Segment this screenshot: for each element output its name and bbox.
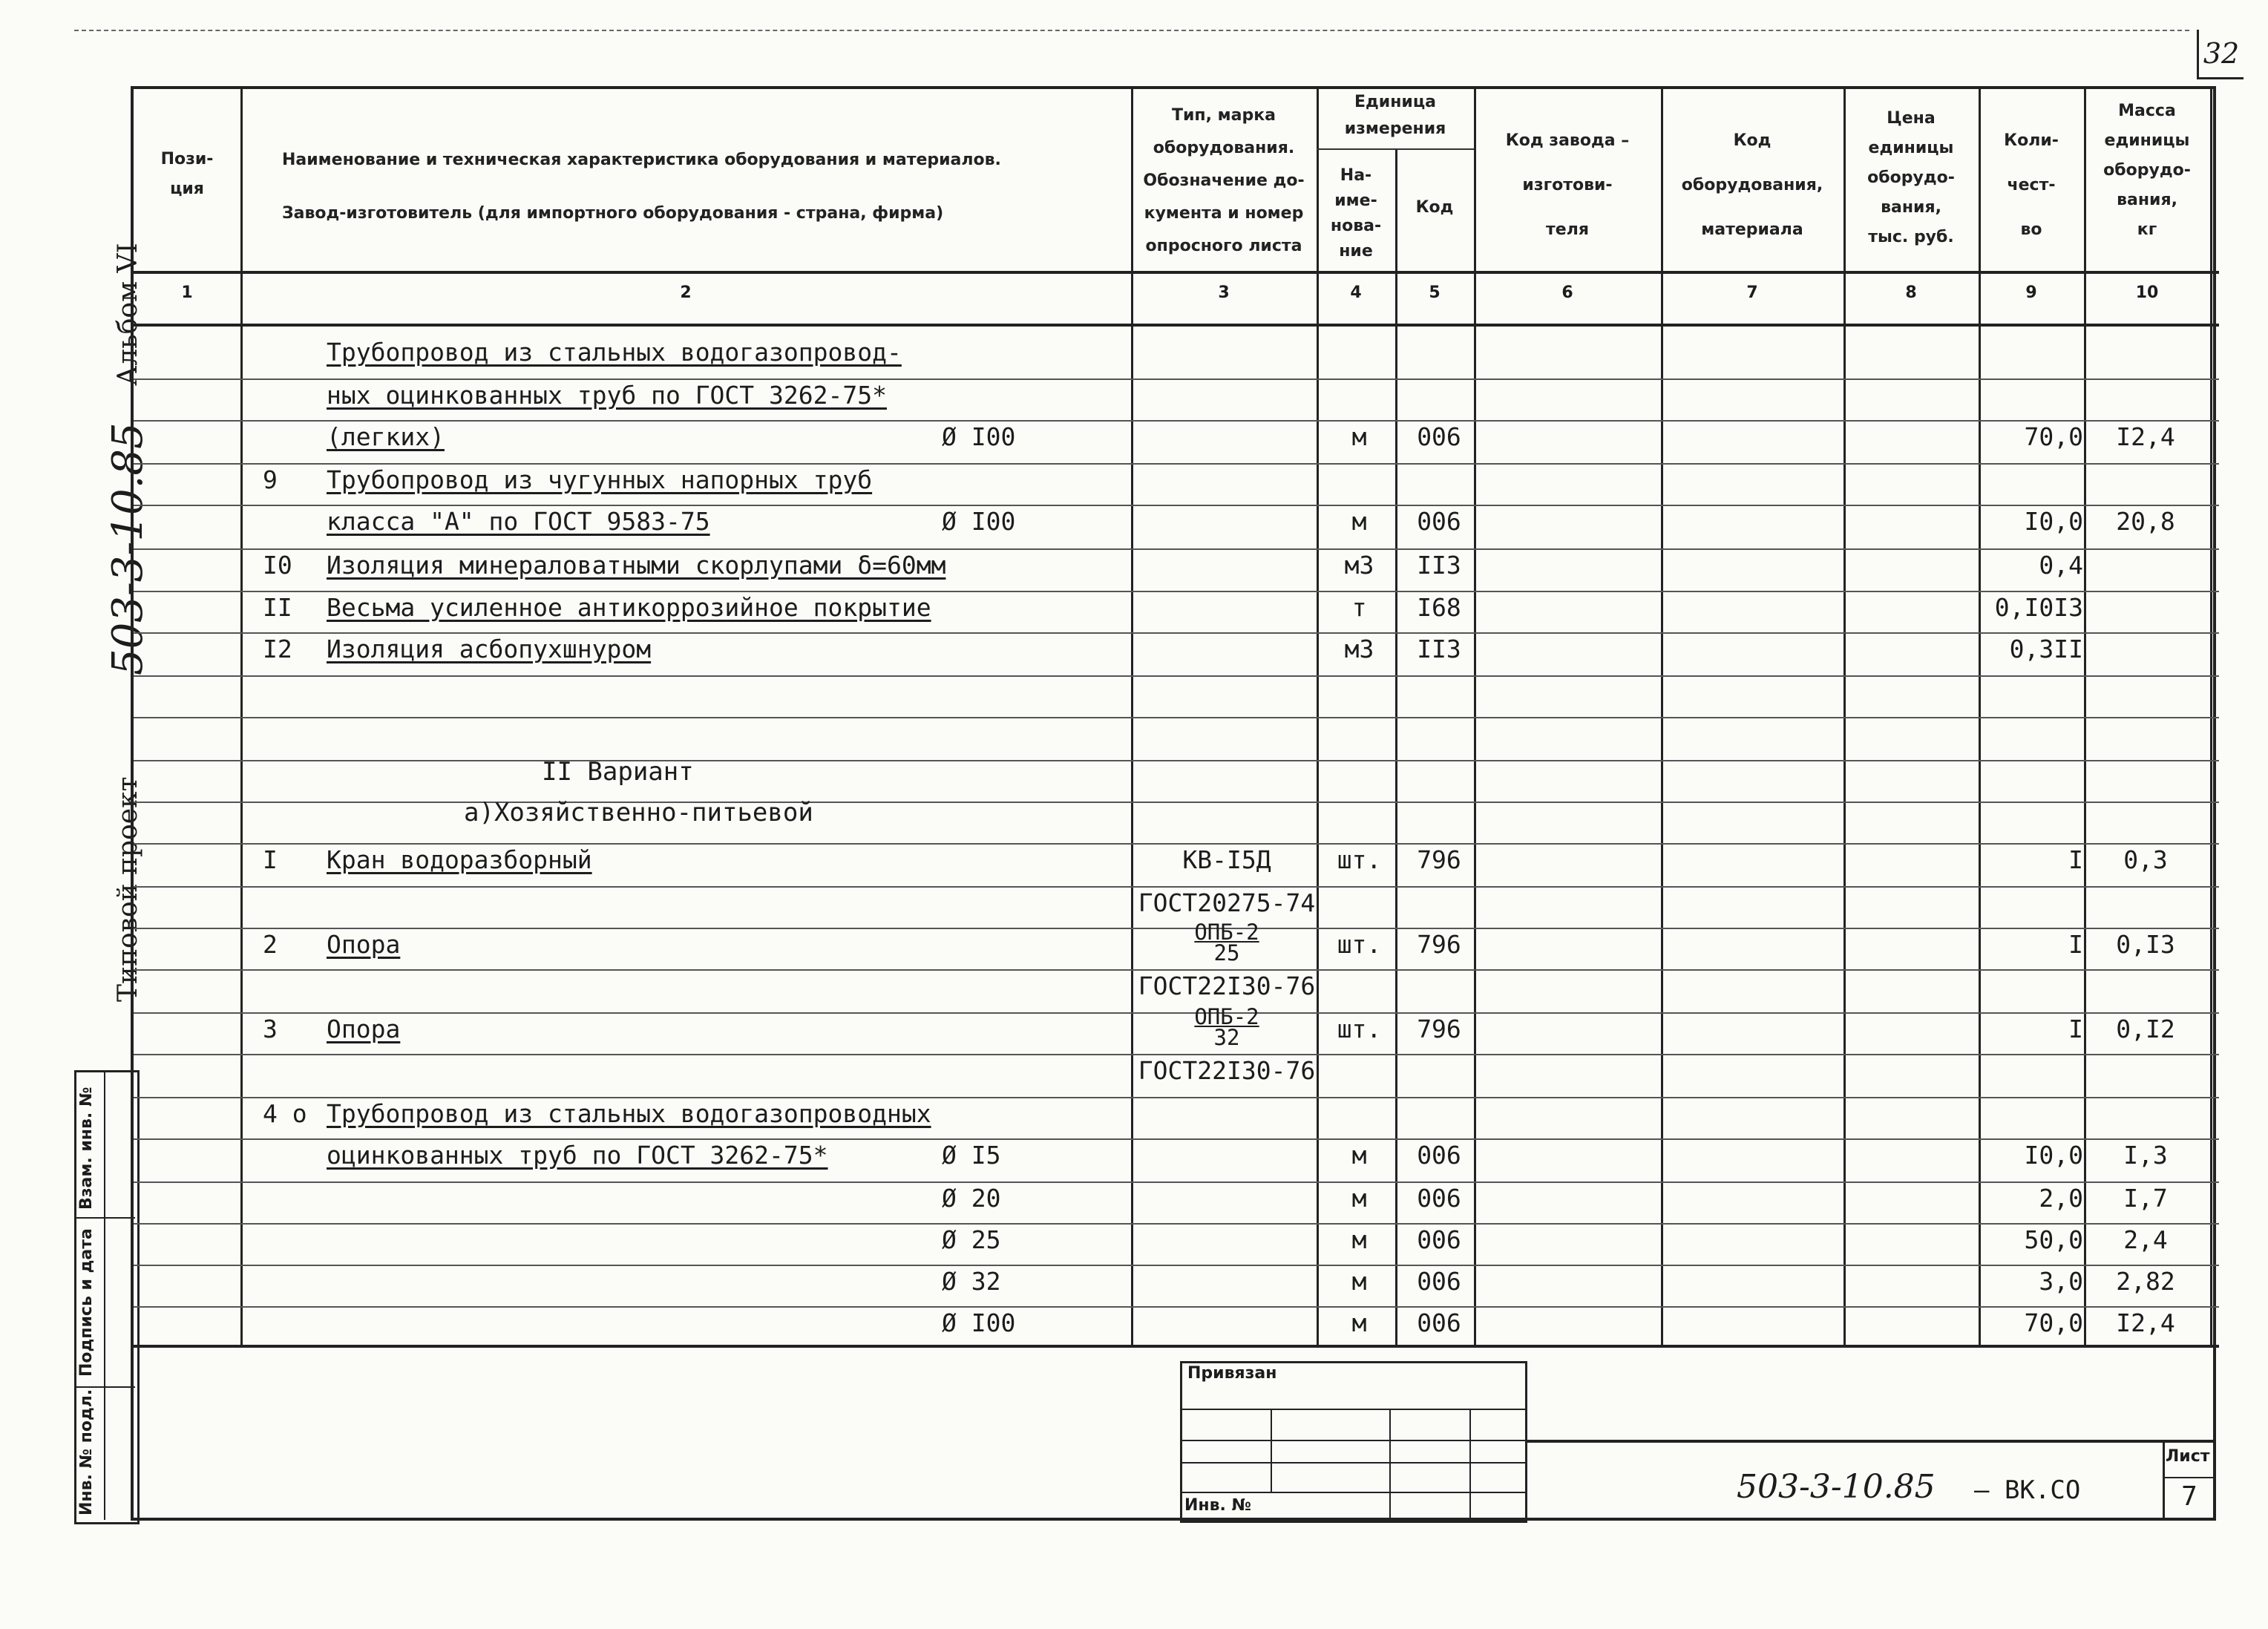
cell-quantity: I [2068,930,2083,959]
cell-unit-code [1402,669,1476,712]
cell-type-fraction: ОПБ-2 32 [1194,1004,1259,1050]
section-title: II Вариант [542,757,694,787]
cell-name: Весьма усиленное антикоррозийное покрытие [327,593,931,622]
cell-mass [2090,1091,2201,1133]
table-row [3,1133,2268,1175]
stamp-replace-inv: Взам. инв. № [77,1086,96,1210]
cell-position: I2 [263,635,292,663]
cell-unit [1320,963,1398,1006]
cell-type [1137,1176,1317,1218]
side-album-label: Альбом VI [113,243,143,386]
cell-quantity: I [2068,1015,2083,1043]
cell-type [1137,1091,1317,1133]
cell-type [1137,373,1317,415]
cell-mass: 0,I2 [2116,1015,2175,1043]
cell-unit-code: II3 [1417,635,1461,663]
cell-mass [2090,1048,2201,1090]
sheet-corner-number: 32 [2197,30,2244,79]
cell-position: 2 [263,930,278,959]
cell-mass: 20,8 [2116,507,2175,536]
cell-unit [1320,1091,1398,1133]
cell-unit [1320,711,1398,753]
table-row [3,1006,2268,1049]
cell-quantity: 70,0 [2024,1308,2083,1337]
cell-mass [2090,711,2201,753]
cell-type: КВ-I5Д [1182,845,1271,874]
cell-quantity: 0,3II [2009,635,2083,663]
cell-unit-code [1402,796,1476,838]
cell-mass [2090,585,2201,627]
cell-type: ГОСТ22I30-76 [1138,1056,1316,1085]
section-subtitle: а)Хозяйственно-питьевой [464,798,813,827]
cell-mass: 0,I3 [2116,930,2175,959]
cell-mass [2090,626,2201,669]
cell-unit: м [1351,1184,1367,1213]
cell-type [1137,543,1317,585]
cell-unit-code [1402,373,1476,415]
cell-unit [1320,669,1398,712]
cell-quantity [1983,963,2083,1006]
document-suffix: – ВК.СО [1974,1475,2081,1505]
specification-table: Пози- ция Наименование и техническая характеристика оборудования и материалов. Завод-изготовитель (для импортного оборудования - страна, фирма) Тип, марка оборудования. Обозначение до- кумента и номер опросного листа Единица измерения На- име- нова- ние Код Код завода – изготови- теля Код оборудования, материала Цена единицы оборудо- вания, тыс. руб. Коли- чест- во Масса единицы оборудо- вания, кг 1 2 3 4 5 6 7 8 9 10 Трубопровод из стальных водогазопровод- ных оцинкованных труб по ГОСТ 3262-75* (легких) Ø I00 м 006 70,0 I2,4 9 Трубопровод из чугунных напорных труб класса "А" по ГОСТ 9583-75 Ø I00 м 006 I0,0 20,8 I0 Изоляция минераловатными скорлупами δ=60мм м3 II3 0,4 II Весьма усиленное антикоррозийное покрытие т I68 0,I0I3 I2 Изоляция асбопухшнуром м3 II3 0,3II I Кран водоразборный КВ-I5Д шт. 796 I 0,3 ГОСТ20275-74 2 Опора ОПБ-2 25 шт. 796 I 0,I3 ГОСТ22I30-76 3 Опора ОПБ-2 32 шт. 796 I 0,I2 ГОСТ22I30-76 4 о Трубопровод из стальных водогазопроводных оцинкованных труб по ГОСТ 3262-75* Ø I5 м 006 I0,0 I,3 Ø 20 м 006 2,0 I,7 Ø 25 м 006 50,0 2,4 Ø 32 м 006 3,0 2,82 Ø I00 м 006 70,0 I2,4 II Вариант а)Хозяйственно-питьевой [131,86,2216,1521]
cell-unit: шт. [1337,845,1382,874]
cell-name: Опора [327,930,401,959]
table-row [3,963,2268,1006]
cell-unit-code: 796 [1417,930,1461,959]
cell-mass [2090,963,2201,1006]
table-row [3,585,2268,627]
cell-type [1137,711,1317,753]
cell-unit-code: 006 [1417,507,1461,536]
table-row [3,626,2268,669]
cell-diameter: Ø 25 [942,1225,1001,1254]
cell-type [1137,754,1317,796]
cell-quantity [1983,1048,2083,1090]
cell-type [1137,796,1317,838]
cell-mass: 2,4 [2123,1225,2168,1254]
cell-name: Опора [327,1015,401,1043]
cell-unit-code: 006 [1417,1184,1461,1213]
cell-unit: м3 [1344,551,1374,580]
cell-name: Кран водоразборный [327,845,592,874]
table-row [3,457,2268,499]
cell-type [1137,1259,1317,1301]
attached-label: Привязан [1187,1364,1277,1383]
cell-quantity: 0,I0I3 [1994,593,2083,622]
cell-unit: шт. [1337,930,1382,959]
cell-unit-code [1402,711,1476,753]
cell-quantity: 50,0 [2024,1225,2083,1254]
cell-name: Изоляция асбопухшнуром [327,635,652,663]
table-row [3,543,2268,585]
cell-unit-code: 796 [1417,845,1461,874]
cell-mass: I,7 [2123,1184,2168,1213]
cell-type [1137,1300,1317,1343]
cell-unit [1320,457,1398,499]
cell-mass [2090,796,2201,838]
cell-unit-code [1402,457,1476,499]
cell-type [1137,669,1317,712]
cell-position: I [263,845,278,874]
cell-unit-code: 006 [1417,1267,1461,1296]
cell-unit: м3 [1344,635,1374,663]
cell-unit [1320,754,1398,796]
cell-unit-code [1402,963,1476,1006]
table-row [3,796,2268,838]
table-row [3,1259,2268,1301]
stamp-signature-date: Подпись и дата [77,1228,96,1377]
table-row [3,330,2268,372]
cell-quantity [1983,796,2083,838]
table-body [3,3,2268,1629]
cell-position: 3 [263,1015,278,1043]
table-row [3,1048,2268,1090]
cell-unit: м [1351,1267,1367,1296]
cell-quantity [1983,330,2083,372]
cell-mass [2090,330,2201,372]
cell-mass: 2,82 [2116,1267,2175,1296]
cell-quantity [1983,373,2083,415]
cell-diameter: Ø I5 [942,1141,1001,1170]
cell-unit [1320,880,1398,922]
cell-diameter: Ø 20 [942,1184,1001,1213]
cell-quantity: I0,0 [2024,507,2083,536]
cell-unit: м [1351,1141,1367,1170]
table-row [3,1217,2268,1259]
cell-name: Изоляция минераловатными скорлупами δ=60мм [327,551,946,580]
cell-quantity: 0,4 [2039,551,2083,580]
cell-unit: м [1351,422,1367,451]
cell-diameter: Ø 32 [942,1267,1001,1296]
table-row [3,669,2268,712]
cell-quantity: I0,0 [2024,1141,2083,1170]
cell-unit [1320,1048,1398,1090]
cell-unit-code [1402,330,1476,372]
cell-unit: м [1351,1308,1367,1337]
cell-mass: I2,4 [2116,422,2175,451]
cell-type [1137,1133,1317,1175]
document-code: 503-3-10.85 [1737,1468,1936,1506]
cell-quantity: 2,0 [2039,1184,2083,1213]
cell-type-fraction: ОПБ-2 25 [1194,920,1259,966]
cell-type [1137,585,1317,627]
list-number: 7 [2181,1481,2197,1512]
cell-name: класса "А" по ГОСТ 9583-75 [327,507,710,536]
cell-quantity [1983,669,2083,712]
cell-mass: 0,3 [2123,845,2168,874]
table-row [3,880,2268,922]
cell-mass [2090,457,2201,499]
cell-type [1137,414,1317,456]
cell-type [1137,499,1317,541]
cell-mass: I2,4 [2116,1308,2175,1337]
cell-mass [2090,373,2201,415]
cell-quantity: I [2068,845,2083,874]
cell-quantity [1983,457,2083,499]
cell-diameter: Ø I00 [942,422,1016,451]
cell-unit-code: 006 [1417,1225,1461,1254]
cell-unit-code [1402,1091,1476,1133]
cell-mass [2090,669,2201,712]
cell-diameter: Ø I00 [942,507,1016,536]
cell-name: Трубопровод из чугунных напорных труб [327,465,873,494]
table-row [3,1300,2268,1343]
cell-unit: м [1351,507,1367,536]
cell-type [1137,1217,1317,1259]
table-row [3,711,2268,753]
inv-no-label: Инв. № [1184,1496,1252,1515]
cell-unit: т [1351,593,1367,622]
cell-type: ГОСТ20275-74 [1138,888,1316,917]
cell-unit-code: 796 [1417,1015,1461,1043]
cell-name: Трубопровод из стальных водогазопровод- [327,338,902,367]
cell-mass [2090,754,2201,796]
cell-unit [1320,796,1398,838]
cell-mass [2090,880,2201,922]
cell-unit-code: 006 [1417,1141,1461,1170]
side-project-code: 503-3-10.85 [104,422,152,675]
cell-mass [2090,543,2201,585]
cell-position: 4 о [263,1099,307,1128]
table-row [3,1176,2268,1218]
cell-quantity [1983,1091,2083,1133]
table-row [3,1091,2268,1133]
cell-unit [1320,373,1398,415]
cell-unit-code: I68 [1417,593,1461,622]
cell-type [1137,457,1317,499]
cell-quantity [1983,880,2083,922]
cell-unit: м [1351,1225,1367,1254]
cell-unit-code: 006 [1417,422,1461,451]
cell-quantity: 70,0 [2024,422,2083,451]
cell-quantity [1983,754,2083,796]
cell-position: II [263,593,292,622]
cell-unit-code: 006 [1417,1308,1461,1337]
cell-unit-code [1402,1048,1476,1090]
cell-name: оцинкованных труб по ГОСТ 3262-75* [327,1141,828,1170]
cell-unit-code [1402,754,1476,796]
cell-name: (легких) [327,422,445,451]
cell-diameter: Ø I00 [942,1308,1016,1337]
cell-name: Трубопровод из стальных водогазопроводных [327,1099,931,1128]
table-row [3,373,2268,415]
stamp-original-inv: Инв. № подл. [77,1389,96,1515]
list-label: Лист [2166,1447,2210,1466]
table-row [3,754,2268,796]
cell-mass: I,3 [2123,1141,2168,1170]
cell-unit-code [1402,880,1476,922]
side-project-type: Типовой проект [113,776,143,1002]
cell-position: 9 [263,465,278,494]
cell-unit [1320,330,1398,372]
cell-position: I0 [263,551,292,580]
cell-unit-code: II3 [1417,551,1461,580]
cell-unit: шт. [1337,1015,1382,1043]
table-row [3,414,2268,456]
cell-quantity [1983,711,2083,753]
cell-quantity: 3,0 [2039,1267,2083,1296]
table-row [3,837,2268,879]
table-row [3,499,2268,541]
cell-type [1137,626,1317,669]
table-row [3,922,2268,964]
cell-name: ных оцинкованных труб по ГОСТ 3262-75* [327,381,887,410]
cell-type: ГОСТ22I30-76 [1138,971,1316,1000]
cell-type [1137,330,1317,372]
